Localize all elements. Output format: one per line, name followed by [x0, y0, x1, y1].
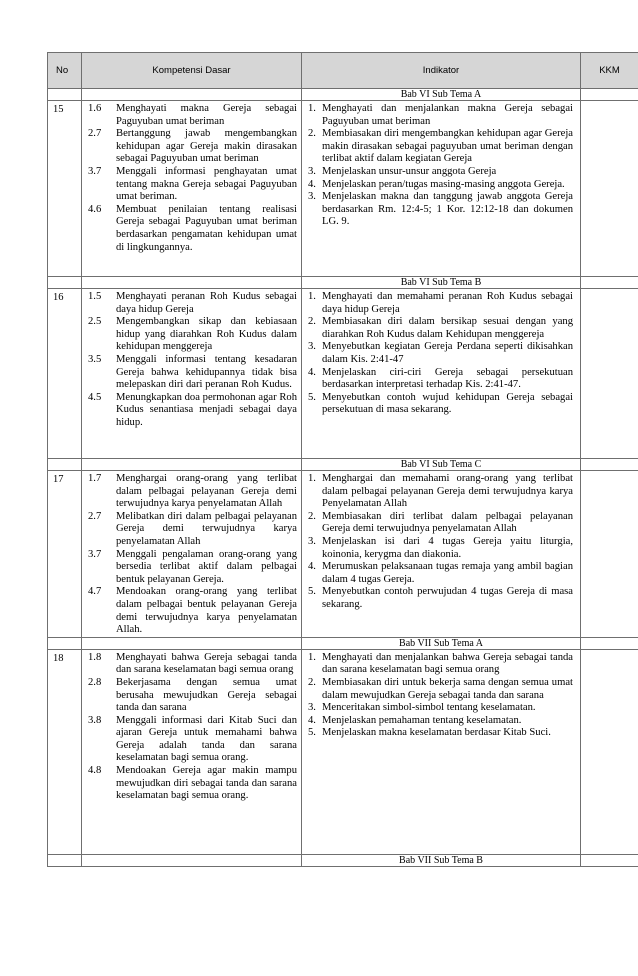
item-text: Menjelaskan isi dari 4 tugas Gereja yaitu liturgia, koinonia, kerygma dan diakonia.: [322, 535, 573, 560]
table-row: [48, 289, 638, 459]
indicator-item: [302, 536, 580, 561]
kd-item: [82, 166, 301, 204]
item-text: Mendoakan Gereja agar makin mampu mewujudkan diri sebagai tanda dan sarana keselamatan bagi semua orang.: [116, 765, 297, 802]
item-number: 1.: [308, 651, 316, 663]
item-text: Menghayati makna Gereja sebagai Paguyuban umat beriman: [116, 103, 297, 127]
kkm-cell: [581, 101, 638, 277]
item-text: Bertanggung jawab mengembangkan kehidupan agar Gereja makin dirasakan sebagai Paguyuban umat beriman: [116, 128, 297, 165]
kd-item: [82, 677, 301, 715]
item-text: Membiasakan diri dalam bersikap sesuai dengan yang diarahkan Roh Kudus dalam Kehidupan menggereja: [322, 316, 573, 340]
item-text: Menjelaskan pemahaman tentang keselamatan.: [322, 714, 522, 726]
indicator-list: [302, 291, 580, 417]
indicator-item: [302, 702, 580, 715]
item-text: Membiasakan diri mengembangkan kehidupan agar Gereja makin dirasakan sebagai paguyuban umat beriman dengan terlibat aktif dalam kegiatan Gereja: [322, 128, 573, 165]
item-text: Menjelaskan ciri-ciri Gereja sebagai persekutuan berdasarkan interpretasi terhadap Kis. 2:41-47.: [322, 366, 573, 391]
item-number: 5.: [308, 586, 316, 598]
item-number: 1.: [308, 473, 316, 484]
table-row: [48, 649, 638, 854]
header-row: [48, 53, 638, 89]
item-number: 4.: [308, 714, 316, 726]
item-number: 3.7: [88, 165, 102, 177]
indicator-item: [302, 179, 580, 192]
item-number: 4.: [308, 366, 316, 378]
indicator-item: [302, 652, 580, 677]
item-text: Menggali pengalaman orang-orang yang bersedia terlibat aktif dalam pelbagai bentuk pelayanan Gereja.: [116, 548, 297, 585]
item-number: 5.: [308, 727, 316, 739]
item-number: 3.: [308, 702, 316, 714]
item-text: Menghayati dan memahami peranan Roh Kudus sebagai daya hidup Gereja: [322, 291, 573, 315]
indicator-list: [302, 473, 580, 612]
item-text: Menghargai orang-orang yang terlibat dalam pelbagai pelayanan Gereja demi terwujudnya karya penyelamatan Allah: [116, 473, 297, 510]
header-kompetensi-dasar: Kompetensi Dasar: [82, 53, 302, 89]
item-number: 2.7: [88, 128, 102, 140]
subtitle-row: [48, 854, 638, 866]
header-indikator: Indikator: [302, 53, 581, 89]
item-number: 3.: [308, 165, 316, 177]
item-text: Menghayati dan menjalankan bahwa Gereja sebagai tanda dan sarana keselamatan bagi semua orang: [322, 651, 573, 676]
item-number: 1.6: [88, 103, 102, 114]
kd-item: [82, 128, 301, 166]
item-number: 3.: [308, 535, 316, 547]
indicator-item: [302, 128, 580, 166]
kkm-cell: [581, 471, 638, 638]
indicator-item: [302, 677, 580, 702]
kd-item: [82, 316, 301, 354]
item-number: 4.: [308, 561, 316, 573]
item-number: 3.: [308, 191, 316, 203]
indicator-item: [302, 561, 580, 586]
kd-item: [82, 103, 301, 128]
indicator-item: [302, 103, 580, 128]
item-number: 4.5: [88, 391, 102, 403]
item-number: 4.6: [88, 203, 102, 215]
section-subtitle: Bab VII Sub Tema B: [302, 854, 581, 866]
item-text: Menghayati bahwa Gereja sebagai tanda dan sarana keselamatan bagi semua orang: [116, 651, 297, 676]
item-text: Menghayati dan menjalankan makna Gereja sebagai Paguyuban umat beriman: [322, 103, 573, 127]
item-text: Menungkapkan doa permohonan agar Roh Kudus senantiasa menjadi sebagai daya hidup.: [116, 391, 297, 428]
item-text: Menjelaskan makna keselamatan berdasar Kitab Suci.: [322, 727, 551, 739]
item-number: 2.5: [88, 316, 102, 328]
kkm-cell: [581, 649, 638, 854]
kd-list: [82, 473, 301, 637]
table-row: [48, 471, 638, 638]
item-number: 2.7: [88, 510, 102, 522]
indicator-item: [302, 511, 580, 536]
item-number: 1.: [308, 291, 316, 302]
item-number: 3.: [308, 341, 316, 353]
row-number: 15: [48, 101, 82, 277]
subtitle-row: [48, 459, 638, 471]
item-number: 2.8: [88, 676, 102, 688]
item-number: 1.7: [88, 473, 102, 484]
item-number: 2.: [308, 676, 316, 688]
item-text: Bekerjasama dengan semua umat berusaha mewujudkan Gereja sebagai tanda dan sarana: [116, 676, 297, 714]
item-text: Mengembangkan sikap dan kebiasaan hidup yang diarahkan Roh Kudus dalam kehidupan menggereja: [116, 316, 297, 353]
competency-table: [47, 52, 638, 867]
item-number: 3.7: [88, 548, 102, 560]
item-text: Menggali informasi penghayatan umat tentang makna Gereja sebagai Paguyuban umat beriman.: [116, 165, 297, 203]
kd-item: [82, 715, 301, 765]
indicator-item: [302, 392, 580, 417]
indicator-item: [302, 291, 580, 316]
indicator-item: [302, 316, 580, 341]
item-number: 1.: [308, 103, 316, 114]
kd-list: [82, 652, 301, 803]
row-number: 16: [48, 289, 82, 459]
item-number: 4.8: [88, 765, 102, 777]
item-text: Menceritakan simbol-simbol tentang keselamatan.: [322, 702, 536, 714]
item-text: Membuat penilaian tentang realisasi Gereja sebagai Paguyuban umat beriman berdasarkan pengamatan kehidupan umat di lingkungannya.: [116, 203, 297, 253]
section-subtitle: Bab VI Sub Tema C: [302, 459, 581, 471]
subtitle-row: [48, 89, 638, 101]
item-text: Membiasakan diri terlibat dalam pelbagai pelayanan Gereja demi terwujudnya penyelamatan Allah: [322, 510, 573, 535]
item-text: Menggali informasi tentang kesadaran Gereja bahwa kehidupannya tidak bisa melepaskan diri dari peranan Roh Kudus.: [116, 353, 297, 391]
row-number: 17: [48, 471, 82, 638]
item-number: 4.7: [88, 586, 102, 598]
item-text: Menghayati peranan Roh Kudus sebagai daya hidup Gereja: [116, 291, 297, 315]
item-number: 1.5: [88, 291, 102, 302]
indicator-item: [302, 367, 580, 392]
indicator-item: [302, 473, 580, 511]
subtitle-row: [48, 277, 638, 289]
item-text: Menggali informasi dari Kitab Suci dan ajaran Gereja untuk memahami bahwa Gereja adalah tanda dan sarana keselamatan bagi semua orang.: [116, 714, 297, 764]
item-number: 5.: [308, 391, 316, 403]
indicator-item: [302, 586, 580, 611]
indicator-list: [302, 652, 580, 740]
section-subtitle: Bab VI Sub Tema B: [302, 277, 581, 289]
table-body: [48, 89, 638, 867]
item-text: Menghargai dan memahami orang-orang yang terlibat dalam pelbagai pelayanan Gereja demi terwujudnya karya Penyelamatan Allah: [322, 473, 573, 510]
kd-item: [82, 652, 301, 677]
indicator-item: [302, 341, 580, 366]
item-text: Menjelaskan unsur-unsur anggota Gereja: [322, 165, 497, 177]
kd-item: [82, 291, 301, 316]
indicator-item: [302, 191, 580, 229]
kd-item: [82, 204, 301, 254]
item-text: Menyebutkan contoh perwujudan 4 tugas Gereja di masa sekarang.: [322, 586, 573, 610]
subtitle-row: [48, 637, 638, 649]
kd-item: [82, 354, 301, 392]
kd-list: [82, 291, 301, 430]
kd-item: [82, 511, 301, 549]
item-number: 4.: [308, 178, 316, 190]
indicator-list: [302, 103, 580, 229]
item-number: 3.5: [88, 353, 102, 365]
indicator-item: [302, 166, 580, 179]
kd-item: [82, 392, 301, 430]
header-no: No: [48, 53, 82, 89]
section-subtitle: Bab VII Sub Tema A: [302, 637, 581, 649]
item-text: Melibatkan diri dalam pelbagai pelayanan Gereja demi terwujudnya karya penyelamatan Allah: [116, 510, 297, 547]
indicator-item: [302, 727, 580, 740]
item-number: 1.8: [88, 651, 102, 663]
indicator-item: [302, 715, 580, 728]
kd-item: [82, 586, 301, 636]
kd-item: [82, 765, 301, 803]
header-kkm: KKM: [581, 53, 638, 89]
item-text: Membiasakan diri untuk bekerja sama dengan semua umat dalam mewujudkan Gereja sebagai tanda dan sarana: [322, 676, 573, 701]
item-text: Merumuskan pelaksanaan tugas remaja yang ambil bagian dalam 4 tugas Gereja.: [322, 561, 573, 585]
row-number: 18: [48, 649, 82, 854]
item-text: Menyebutkan contoh wujud kehidupan Gereja sebagai persekutuan di masa sekarang.: [322, 391, 573, 416]
kd-list: [82, 103, 301, 254]
kd-item: [82, 473, 301, 511]
item-text: Mendoakan orang-orang yang terlibat dalam pelbagai bentuk pelayanan Gereja demi terwujudnya karya penyelamatan Allah.: [116, 586, 297, 636]
item-text: Menjelaskan peran/tugas masing-masing anggota Gereja.: [322, 178, 565, 190]
item-text: Menjelaskan makna dan tanggung jawab anggota Gereja berdasarkan Rm. 12:4-5; 1 Kor. 12:12-18 dan dokumen LG. 9.: [322, 191, 573, 228]
item-number: 2.: [308, 510, 316, 522]
item-number: 2.: [308, 128, 316, 140]
item-number: 3.8: [88, 714, 102, 726]
table-row: [48, 101, 638, 277]
section-subtitle: Bab VI Sub Tema A: [302, 89, 581, 101]
kd-item: [82, 549, 301, 587]
kkm-cell: [581, 289, 638, 459]
item-number: 2.: [308, 316, 316, 328]
item-text: Menyebutkan kegiatan Gereja Perdana seperti dikisahkan dalam Kis. 2:41-47: [322, 341, 573, 365]
